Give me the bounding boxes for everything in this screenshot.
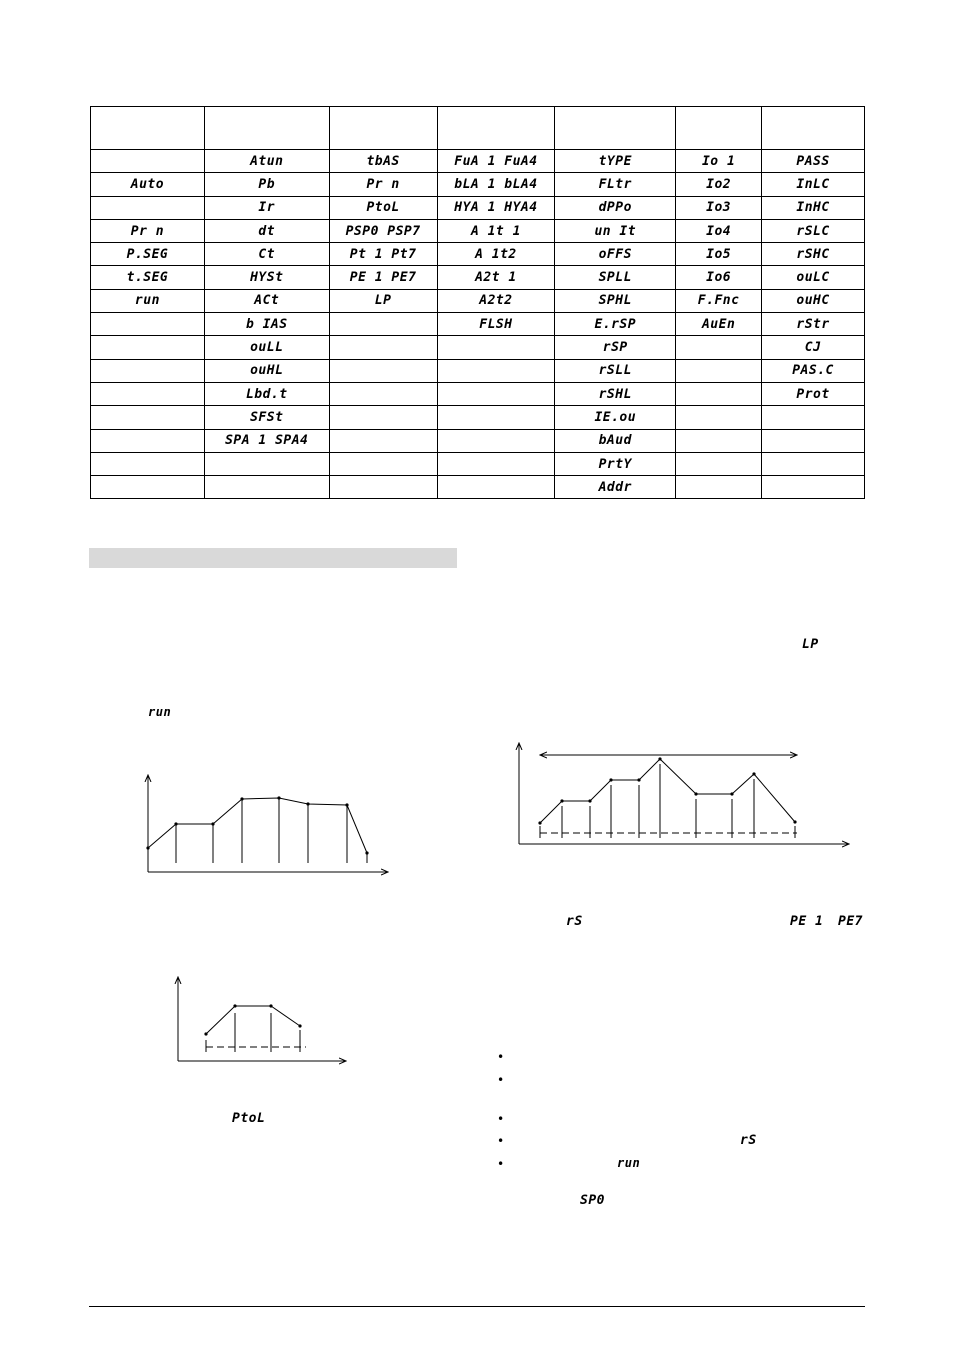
pe-range-end: PE7 xyxy=(838,914,863,929)
table-cell: P.SEG xyxy=(91,243,205,266)
rs-bullet-label: rS xyxy=(740,1133,757,1148)
profile-point xyxy=(204,1032,207,1035)
table-cell: rSLL xyxy=(555,359,676,382)
table-cell: SFSt xyxy=(204,406,329,429)
table-cell: IE.ou xyxy=(555,406,676,429)
table-cell: dPPo xyxy=(555,196,676,219)
profile-line xyxy=(206,1006,300,1034)
table-cell: Io 1 xyxy=(676,150,762,173)
table-cell: PtoL xyxy=(329,196,437,219)
bullet-mark: • xyxy=(497,1112,505,1126)
sp0-label: SP0 xyxy=(580,1193,605,1208)
footer-rule xyxy=(89,1306,865,1307)
table-cell: FuA 1 FuA4 xyxy=(437,150,555,173)
profile-point xyxy=(588,799,591,802)
table-cell: Ct xyxy=(204,243,329,266)
table-cell: b IAS xyxy=(204,313,329,336)
table-cell: t.SEG xyxy=(91,266,205,289)
table-cell: ouLL xyxy=(204,336,329,359)
table-cell: HYSt xyxy=(204,266,329,289)
table-cell: SPLL xyxy=(555,266,676,289)
profile-point xyxy=(298,1024,301,1027)
table-cell: rSHC xyxy=(762,243,865,266)
profile-point xyxy=(694,792,697,795)
table-cell: Io4 xyxy=(676,219,762,242)
table-cell: Atun xyxy=(204,150,329,173)
profile-point xyxy=(658,757,661,760)
rs-label: rS xyxy=(566,914,583,929)
table-cell: Io6 xyxy=(676,266,762,289)
table-cell: F.Fnc xyxy=(676,289,762,312)
profile-point xyxy=(365,851,368,854)
profile-point xyxy=(269,1004,272,1007)
run-bullet-label: run xyxy=(617,1156,641,1170)
table-cell: Pr n xyxy=(91,219,205,242)
table-cell: bLA 1 bLA4 xyxy=(437,173,555,196)
table-cell: ouHL xyxy=(204,359,329,382)
table-cell: Prot xyxy=(762,382,865,405)
table-cell: Pt 1 Pt7 xyxy=(329,243,437,266)
profile-point xyxy=(174,822,177,825)
table-cell: PASS xyxy=(762,150,865,173)
table-cell: oFFS xyxy=(555,243,676,266)
profile-point xyxy=(752,772,755,775)
table-cell: PE 1 PE7 xyxy=(329,266,437,289)
linked-program-diagram xyxy=(519,743,849,844)
profile-point xyxy=(560,799,563,802)
profile-diagram-run xyxy=(146,775,388,872)
bullet-mark: • xyxy=(497,1157,505,1171)
table-cell: Auto xyxy=(91,173,205,196)
table-cell: dt xyxy=(204,219,329,242)
table-cell: rSLC xyxy=(762,219,865,242)
table-cell: ouLC xyxy=(762,266,865,289)
table-cell: rSP xyxy=(555,336,676,359)
table-cell: Ir xyxy=(204,196,329,219)
table-cell: Pr n xyxy=(329,173,437,196)
bullet-mark: • xyxy=(497,1134,505,1148)
table-cell: Addr xyxy=(555,476,676,499)
tolerance-diagram xyxy=(178,977,346,1061)
table-cell: tbAS xyxy=(329,150,437,173)
table-cell: run xyxy=(91,289,205,312)
profile-point xyxy=(793,820,796,823)
profile-point xyxy=(637,778,640,781)
table-cell: A2t 1 xyxy=(437,266,555,289)
profile-point xyxy=(609,778,612,781)
run-label: run xyxy=(148,705,172,719)
table-cell: Pb xyxy=(204,173,329,196)
profile-point xyxy=(538,821,541,824)
profile-line xyxy=(540,759,795,823)
profile-point xyxy=(240,797,243,800)
table-cell: rStr xyxy=(762,313,865,336)
ptol-label: PtoL xyxy=(232,1111,266,1126)
profile-point xyxy=(233,1004,236,1007)
table-cell: SPHL xyxy=(555,289,676,312)
table-cell: HYA 1 HYA4 xyxy=(437,196,555,219)
profile-point xyxy=(277,796,280,799)
table-cell: Io2 xyxy=(676,173,762,196)
table-cell: bAud xyxy=(555,429,676,452)
bullet-mark: • xyxy=(497,1073,505,1087)
table-cell: LP xyxy=(329,289,437,312)
table-cell: un It xyxy=(555,219,676,242)
table-cell: tYPE xyxy=(555,150,676,173)
table-cell: Io3 xyxy=(676,196,762,219)
table-cell: ACt xyxy=(204,289,329,312)
table-cell: SPA 1 SPA4 xyxy=(204,429,329,452)
table-cell: A 1t 1 xyxy=(437,219,555,242)
table-cell: rSHL xyxy=(555,382,676,405)
profile-point xyxy=(345,803,348,806)
table-cell: PAS.C xyxy=(762,359,865,382)
table-cell: A2t2 xyxy=(437,289,555,312)
table-cell: ouHC xyxy=(762,289,865,312)
table-cell: AuEn xyxy=(676,313,762,336)
pe-range-start: PE 1 xyxy=(790,914,824,929)
profile-line xyxy=(148,798,367,853)
table-cell: InLC xyxy=(762,173,865,196)
table-cell: PSP0 PSP7 xyxy=(329,219,437,242)
table-cell: CJ xyxy=(762,336,865,359)
bullet-mark: • xyxy=(497,1050,505,1064)
profile-point xyxy=(306,802,309,805)
profile-point xyxy=(146,846,149,849)
table-cell: Lbd.t xyxy=(204,382,329,405)
table-cell: Io5 xyxy=(676,243,762,266)
table-cell: E.rSP xyxy=(555,313,676,336)
table-cell: A 1t2 xyxy=(437,243,555,266)
profile-point xyxy=(730,792,733,795)
lp-label: LP xyxy=(802,637,819,652)
table-cell: FLtr xyxy=(555,173,676,196)
table-cell: InHC xyxy=(762,196,865,219)
profile-point xyxy=(211,822,214,825)
table-cell: FLSH xyxy=(437,313,555,336)
table-cell: PrtY xyxy=(555,452,676,475)
